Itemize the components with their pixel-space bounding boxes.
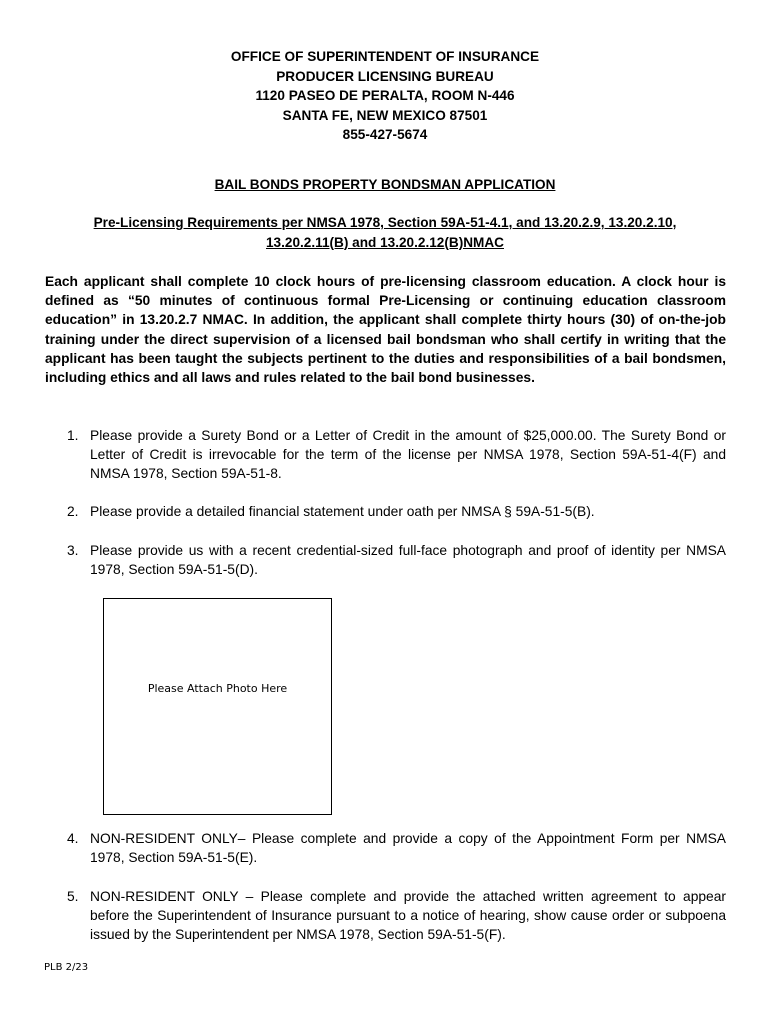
- photo-box-label: Please Attach Photo Here: [147, 682, 288, 695]
- list-item-number: 5.: [67, 889, 79, 904]
- office-header: [0, 47, 770, 145]
- document-title: BAIL BONDS PROPERTY BONDSMAN APPLICATION: [214, 177, 556, 192]
- list-item-text: Please provide us with a recent credential-sized full-face photograph and proof of identity per NMSA 1978, Section 59A-51-5(D).: [90, 543, 726, 577]
- subtitle-line-2: 13.20.2.11(B) and 13.20.2.12(B)NMAC: [266, 234, 504, 250]
- header-city-state-zip: SANTA FE, NEW MEXICO 87501: [282, 107, 488, 123]
- list-item-number: 3.: [67, 543, 79, 558]
- photo-attachment-box: [103, 598, 332, 815]
- list-item-text: Please provide a Surety Bond or a Letter of Credit in the amount of $25,000.00. The Surety Bond or Letter of Credit is irrevocable for the term of the license per NMSA 1978, Section 59A-51-4(F) and NMSA 1978, Section 59A-51-8.: [90, 428, 726, 481]
- list-item-text: NON-RESIDENT ONLY– Please complete and provide a copy of the Appointment Form per NMSA 1978, Section 59A-51-5(E).: [90, 831, 726, 865]
- form-code-footer: PLB 2/23: [44, 962, 89, 973]
- list-item-text: NON-RESIDENT ONLY – Please complete and provide the attached written agreement to appear before the Superintendent of Insurance pursuant to a notice of hearing, show cause order or subpoena issued by the Superintendent per NMSA 1978, Section 59A-51-5(F).: [90, 889, 726, 942]
- list-item-number: 2.: [67, 504, 79, 519]
- list-item-text: Please provide a detailed financial statement under oath per NMSA § 59A-51-5(B).: [90, 504, 595, 519]
- list-item-number: 1.: [67, 428, 79, 443]
- header-phone-number: 855-427-5674: [342, 127, 428, 142]
- requirements-subtitle: [40, 213, 730, 252]
- header-street-address: 1120 PASEO DE PERALTA, ROOM N-446: [255, 88, 515, 103]
- header-office-name: OFFICE OF SUPERINTENDENT OF INSURANCE: [230, 49, 540, 64]
- intro-paragraph: Each applicant shall complete 10 clock hours of pre-licensing classroom education. A clock hour is defined as “50 minutes of continuous formal Pre-Licensing or continuing education classroom education” in 13.20.2.7 NMAC. In addition, the applicant shall complete thirty hours (30) of on-the-job training under the direct supervision of a licensed bail bondsman who shall certify in writing that the applicant has been taught the subjects pertinent to the duties and responsibilities of a bail bondsmen, including ethics and all laws and rules related to the bail bond businesses.: [45, 274, 726, 386]
- header-bureau-name: PRODUCER LICENSING BUREAU: [276, 68, 494, 84]
- subtitle-line-1: Pre-Licensing Requirements per NMSA 1978, Section 59A-51-4.1, and 13.20.2.9, 13.20.2.10,: [93, 215, 677, 230]
- list-item-number: 4.: [67, 831, 79, 846]
